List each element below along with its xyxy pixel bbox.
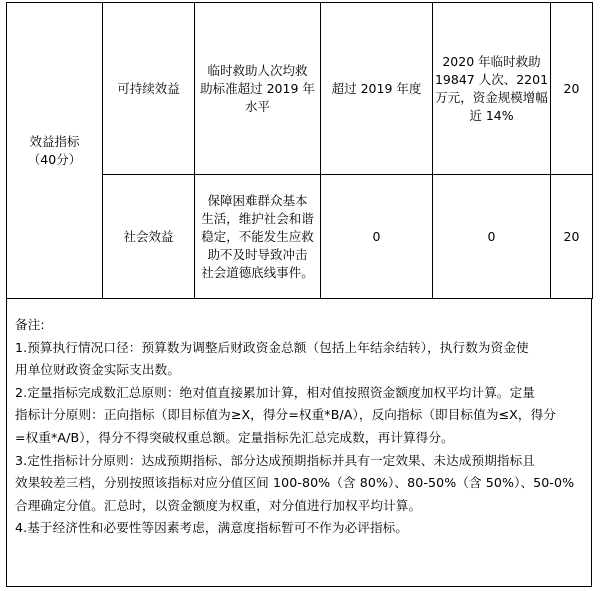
indicator-line: 社会道德底线事件。 [201, 264, 314, 280]
notes-line: 指标计分原则：正向指标（即目标值为≥X，得分=权重*B/A），反向指标（即目标值为≤X，得分 [15, 407, 556, 423]
notes-line: 3.定性指标计分原则：达成预期指标、部分达成预期指标并具有一定效果、未达成预期指标且 [15, 452, 535, 468]
table-row [7, 3, 593, 175]
notes-line: 4.基于经济性和必要性等因素考虑，满意度指标暂可不作为必评指标。 [15, 520, 409, 536]
notes-line: 1.预算执行情况口径：预算数为调整后财政资金总额（包括上年结余结转），执行数为资金使 [15, 339, 529, 355]
score-cell: 20 [551, 3, 593, 175]
notes-title: 备注: [15, 317, 45, 332]
notes-line: =权重*A/B），得分不得突破权重总额。定量指标先汇总完成数，再计算得分。 [15, 429, 454, 445]
actual-line: 近 14% [469, 107, 514, 123]
indicator-line: 水平 [244, 98, 270, 114]
notes-section [6, 298, 592, 587]
actual-cell [433, 3, 551, 175]
indicator-category-cell [7, 3, 103, 299]
target-cell: 0 [321, 175, 433, 299]
indicator-line: 保障困难群众基本 [207, 192, 308, 208]
indicator-cell [195, 175, 321, 299]
performance-table [6, 2, 593, 299]
target-cell: 超过 2019 年度 [321, 3, 433, 175]
category-cell: 可持续效益 [103, 3, 195, 175]
indicator-label: 效益指标 [29, 133, 80, 149]
indicator-score: （40分） [27, 151, 82, 167]
indicator-cell [195, 3, 321, 175]
actual-line: 万元，资金规模增幅 [435, 89, 548, 105]
category-cell: 社会效益 [103, 175, 195, 299]
notes-line: 效果较差三档，分别按照该指标对应分值区间 100-80%（含 80%）、80-50%（含 50%）、50-0% [15, 475, 575, 491]
score-cell: 20 [551, 175, 593, 299]
indicator-line: 助标准超过 2019 年 [200, 80, 315, 96]
actual-line: 2020 年临时救助 [442, 53, 541, 69]
actual-line: 19847 人次、2201 [434, 71, 549, 87]
indicator-line: 临时救助人次均救 [207, 62, 308, 78]
actual-cell: 0 [433, 175, 551, 299]
notes-line: 合理确定分值。汇总时，以资金额度为权重，对分值进行加权平均计算。 [15, 497, 422, 513]
indicator-line: 稳定，不能发生应救 [201, 228, 314, 244]
indicator-line: 助不及时导致冲击 [207, 246, 308, 262]
notes-line: 2.定量指标完成数汇总原则：绝对值直接累加计算，相对值按照资金额度加权平均计算。定量 [15, 384, 535, 400]
notes-line: 用单位财政资金实际支出数。 [15, 362, 181, 378]
indicator-line: 生活，维护社会和谐 [201, 210, 314, 226]
